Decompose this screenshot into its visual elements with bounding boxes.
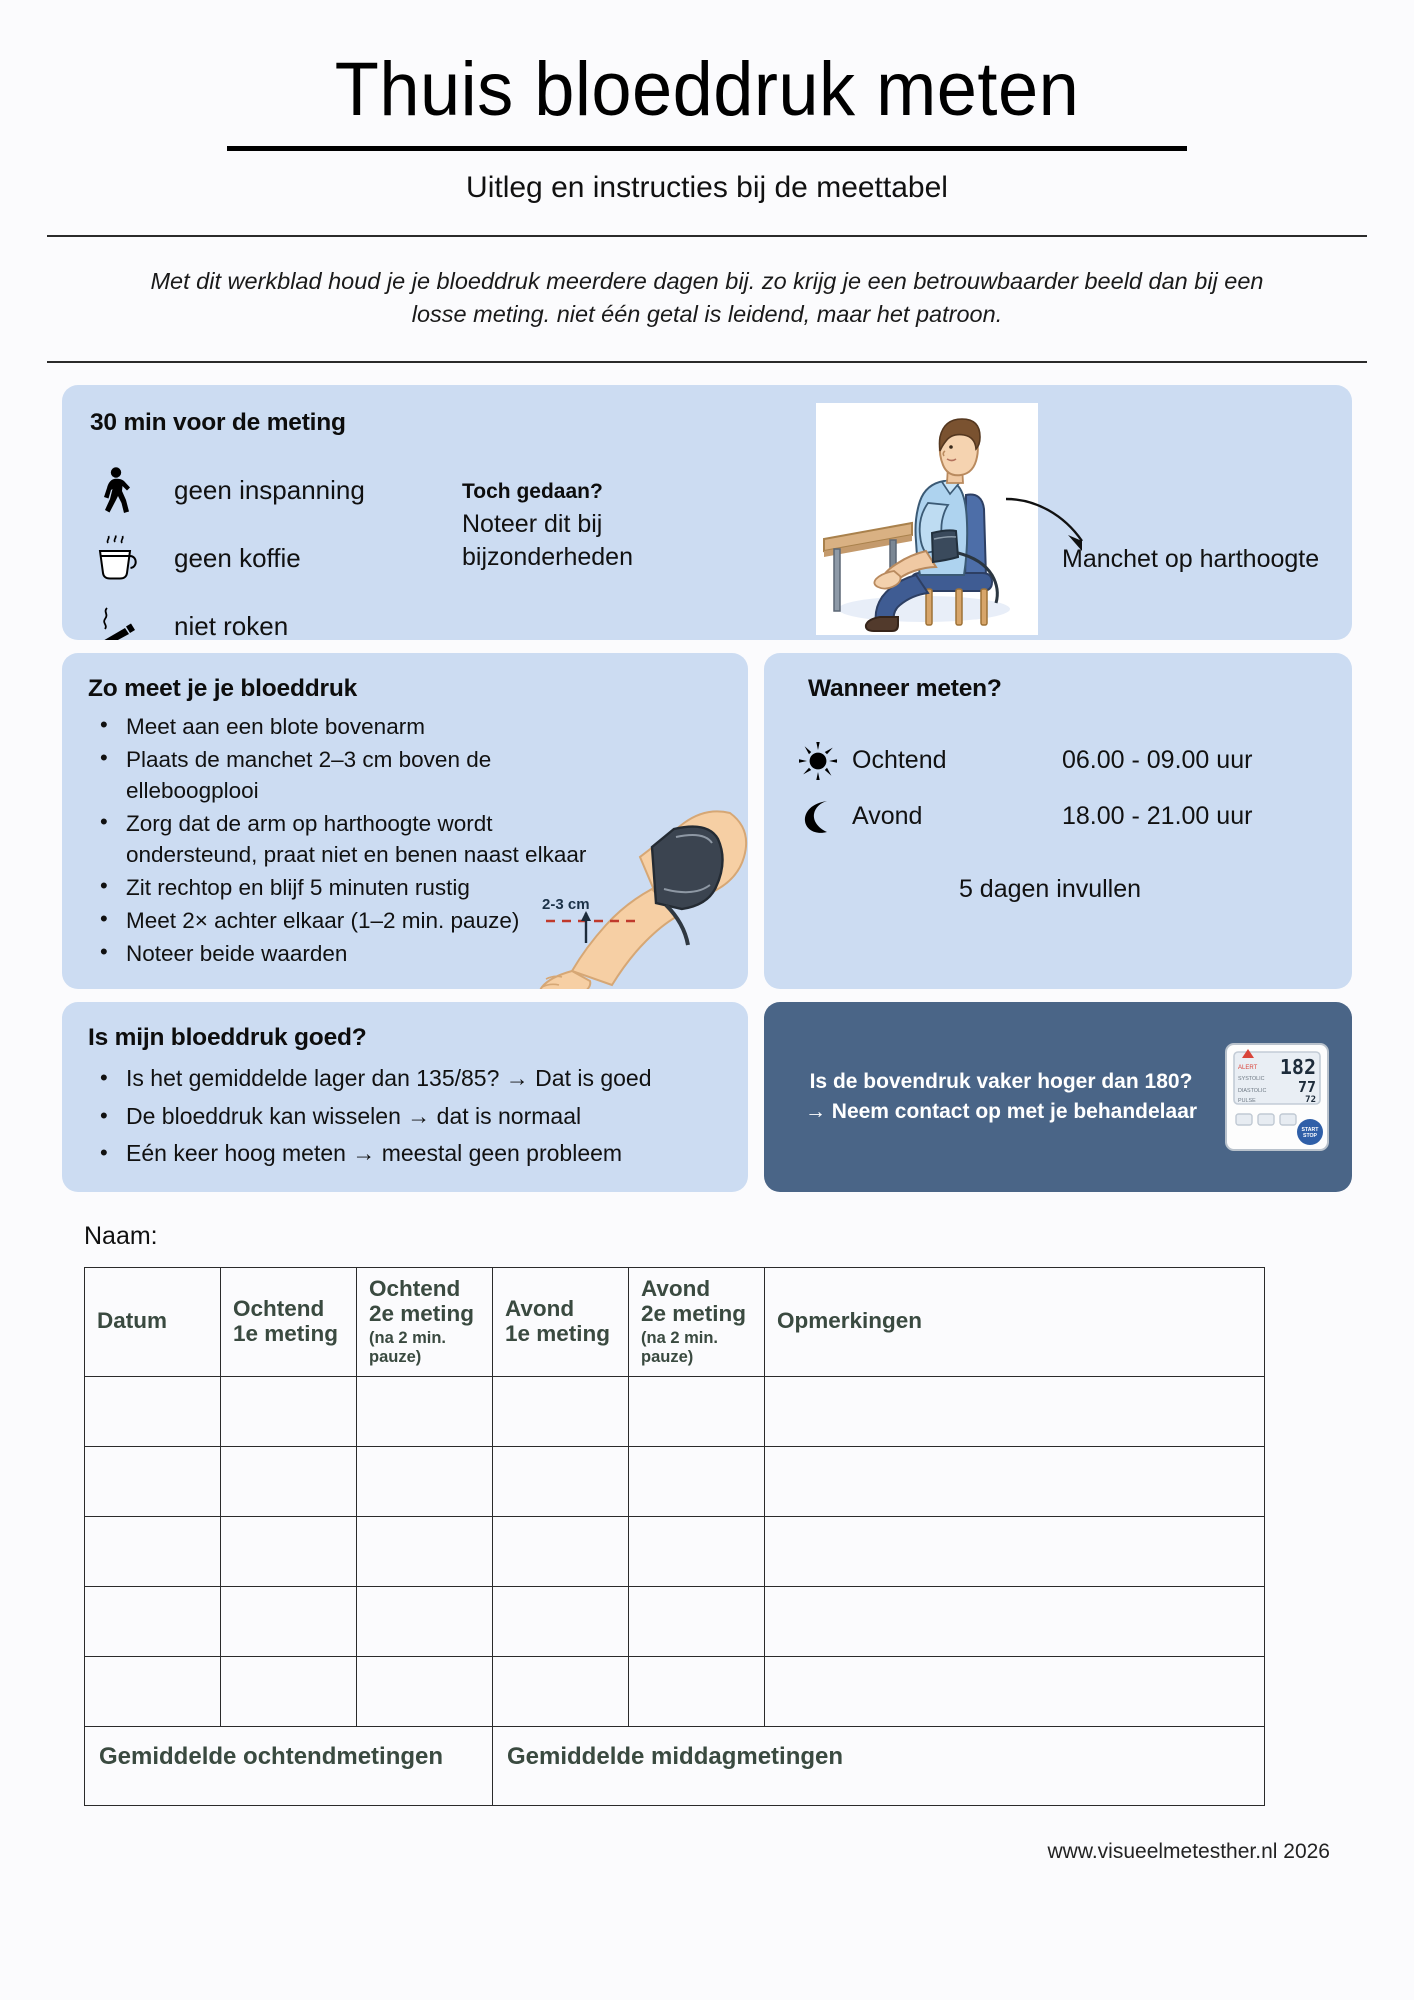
column-header-sub: (na 2 min. pauze) xyxy=(641,1329,719,1366)
page-title: Thuis bloeddruk meten xyxy=(334,47,1080,132)
alert-message xyxy=(780,1067,1218,1127)
page-subtitle: Uitleg en instructies bij de meettabel xyxy=(466,171,948,204)
name-label: Naam: xyxy=(84,1222,158,1251)
list-item-label: geen koffie xyxy=(174,543,301,574)
cell-remarks[interactable] xyxy=(765,1516,1265,1586)
list-item: • Is het gemiddelde lager dan 135/85? → Dat is goed xyxy=(96,1060,722,1097)
cell-remarks[interactable] xyxy=(765,1446,1265,1516)
panel-how-to-measure xyxy=(62,653,748,989)
cell-evening-1[interactable] xyxy=(493,1586,629,1656)
cell-evening-2[interactable] xyxy=(629,1376,765,1446)
intro-paragraph: Met dit werkblad houd je je bloeddruk meerdere dagen bij. zo krijg je een betrouwbaarder beeld dan bij een losse meting. niet één getal is leidend, maar het patroon. xyxy=(150,267,1264,327)
list-item-label: Ochtend xyxy=(852,746,947,775)
column-header-sub: (na 2 min. pauze) xyxy=(369,1329,447,1366)
title-underline xyxy=(227,146,1187,151)
average-morning-label: Gemiddelde ochtendmetingen xyxy=(99,1742,444,1770)
device-pulse-value: 72 xyxy=(1305,1095,1316,1106)
cell-morning-2[interactable] xyxy=(357,1446,493,1516)
cell-remarks[interactable] xyxy=(765,1586,1265,1656)
cell-evening-2[interactable] xyxy=(629,1516,765,1586)
svg-text:START: START xyxy=(1301,1127,1319,1134)
list-item-label: geen inspanning xyxy=(174,475,365,506)
cuff-height-label: Manchet op harthoogte xyxy=(1062,544,1320,573)
cell-evening-1[interactable] xyxy=(493,1376,629,1446)
header-divider xyxy=(47,235,1367,237)
footer-credit: www.visueelmetesther.nl 2026 xyxy=(1047,1839,1330,1863)
panel-when-to-measure xyxy=(764,653,1352,989)
list-item-time: 18.00 - 21.00 uur xyxy=(1062,802,1253,831)
cell-morning-1[interactable] xyxy=(221,1586,357,1656)
cell-evening-1[interactable] xyxy=(493,1656,629,1726)
list-item-time: 06.00 - 09.00 uur xyxy=(1062,746,1253,775)
device-systolic-value: 182 xyxy=(1279,1055,1316,1080)
cell-datum[interactable] xyxy=(85,1656,221,1726)
list-item: • De bloeddruk kan wisselen → dat is normaal xyxy=(96,1098,722,1135)
blood-pressure-monitor-icon xyxy=(1218,1038,1336,1156)
svg-text:SYSTOLIC: SYSTOLIC xyxy=(1238,1076,1265,1083)
svg-text:PULSE: PULSE xyxy=(1238,1098,1256,1105)
cell-evening-2[interactable] xyxy=(629,1446,765,1516)
table-body xyxy=(85,1376,1265,1805)
cell-evening-2[interactable] xyxy=(629,1586,765,1656)
days-to-fill-note: 5 dagen invullen xyxy=(958,874,1142,903)
cell-morning-2[interactable] xyxy=(357,1376,493,1446)
list-item xyxy=(90,593,1324,640)
exception-note-title: Toch gedaan? xyxy=(462,479,603,503)
column-header-evening-2 xyxy=(629,1268,765,1377)
alert-message-line2: → Neem contact op met je behandelaar xyxy=(804,1100,1198,1124)
svg-text:DIASTOLIC: DIASTOLIC xyxy=(1238,1088,1267,1095)
cell-morning-1[interactable] xyxy=(221,1516,357,1586)
table-row xyxy=(85,1516,1265,1586)
cell-remarks[interactable] xyxy=(765,1376,1265,1446)
column-header-line2: 2e meting xyxy=(369,1301,475,1327)
panel-preparation xyxy=(62,385,1352,640)
list-item: • Zorg dat de arm op harthoogte wordt ondersteund, praat niet en benen naast elkaar xyxy=(96,808,601,870)
column-header-line1: Opmerkingen xyxy=(777,1308,923,1334)
cell-remarks[interactable] xyxy=(765,1656,1265,1726)
measurement-table xyxy=(84,1267,1265,1806)
cell-evening-1[interactable] xyxy=(493,1516,629,1586)
average-afternoon-cell[interactable] xyxy=(493,1726,1265,1805)
panel-is-my-bp-good xyxy=(62,1002,748,1192)
list-item: • Noteer beide waarden xyxy=(96,938,601,969)
column-header-line1: Datum xyxy=(97,1308,168,1334)
cell-evening-1[interactable] xyxy=(493,1446,629,1516)
table-row xyxy=(85,1586,1265,1656)
column-header-line1: Ochtend xyxy=(233,1295,325,1321)
column-header-line2: 1e meting xyxy=(505,1320,611,1346)
column-header-datum xyxy=(85,1268,221,1377)
cigarette-icon xyxy=(90,606,144,640)
panel-high-bp-alert xyxy=(764,1002,1352,1192)
arm-measure-label: 2-3 cm xyxy=(542,896,590,914)
arm-with-cuff-illustration xyxy=(524,793,748,989)
cell-morning-2[interactable] xyxy=(357,1586,493,1656)
average-morning-cell[interactable] xyxy=(85,1726,493,1805)
list-item: • Meet 2× achter elkaar (1–2 min. pauze) xyxy=(96,905,601,936)
average-afternoon-label: Gemiddelde middagmetingen xyxy=(507,1742,844,1770)
cell-morning-1[interactable] xyxy=(221,1446,357,1516)
table-row xyxy=(85,1446,1265,1516)
list-item-label: Avond xyxy=(852,802,923,831)
panel-when-to-measure-title: Wanneer meten? xyxy=(808,674,1002,702)
column-header-morning-2 xyxy=(357,1268,493,1377)
device-alert-label: ALERT xyxy=(1238,1065,1258,1072)
list-item: • Plaats de manchet 2–3 cm boven de elleboogplooi xyxy=(96,744,601,806)
column-header-morning-1 xyxy=(221,1268,357,1377)
document-header xyxy=(0,0,1414,205)
column-header-remarks xyxy=(765,1268,1265,1377)
alert-message-line1: Is de bovendruk vaker hoger dan 180? xyxy=(809,1070,1193,1094)
list-item xyxy=(794,789,1326,845)
sun-icon xyxy=(794,742,842,780)
cell-morning-2[interactable] xyxy=(357,1656,493,1726)
column-header-line2: 2e meting xyxy=(641,1301,747,1327)
is-my-bp-good-list xyxy=(88,1060,722,1172)
coffee-cup-icon xyxy=(90,535,144,583)
cell-datum[interactable] xyxy=(85,1376,221,1446)
list-item-label: niet roken xyxy=(174,611,289,640)
column-header-evening-1 xyxy=(493,1268,629,1377)
cell-morning-1[interactable] xyxy=(221,1376,357,1446)
cell-evening-2[interactable] xyxy=(629,1656,765,1726)
walking-person-icon xyxy=(90,467,144,515)
column-header-line2: 1e meting xyxy=(233,1320,339,1346)
cell-morning-1[interactable] xyxy=(221,1656,357,1726)
cell-datum[interactable] xyxy=(85,1446,221,1516)
panel-is-my-bp-good-title: Is mijn bloeddruk goed? xyxy=(88,1024,367,1052)
panel-preparation-title: 30 min voor de meting xyxy=(90,408,346,436)
list-item: • Meet aan een blote bovenarm xyxy=(96,711,601,742)
column-header-line1: Avond xyxy=(505,1295,575,1321)
device-diastolic-value: 77 xyxy=(1297,1078,1316,1097)
table-row xyxy=(85,1656,1265,1726)
table-averages-row xyxy=(85,1726,1265,1805)
table-row xyxy=(85,1376,1265,1446)
list-item xyxy=(794,733,1326,789)
moon-icon xyxy=(794,799,842,835)
list-item: • Zit rechtop en blijf 5 minuten rustig xyxy=(96,872,601,903)
panel-how-to-measure-title: Zo meet je je bloeddruk xyxy=(88,674,358,702)
column-header-line1: Avond xyxy=(641,1276,711,1302)
column-header-line1: Ochtend xyxy=(369,1276,461,1302)
exception-note xyxy=(462,480,722,574)
exception-note-body: Noteer dit bij bijzonderheden xyxy=(462,509,633,571)
cell-morning-2[interactable] xyxy=(357,1516,493,1586)
cell-datum[interactable] xyxy=(85,1586,221,1656)
cell-datum[interactable] xyxy=(85,1516,221,1586)
when-rows xyxy=(794,733,1326,845)
list-item: • Eén keer hoog meten → meestal geen probleem xyxy=(96,1135,722,1172)
svg-text:STOP: STOP xyxy=(1302,1133,1318,1140)
table-header-row xyxy=(85,1268,1265,1377)
